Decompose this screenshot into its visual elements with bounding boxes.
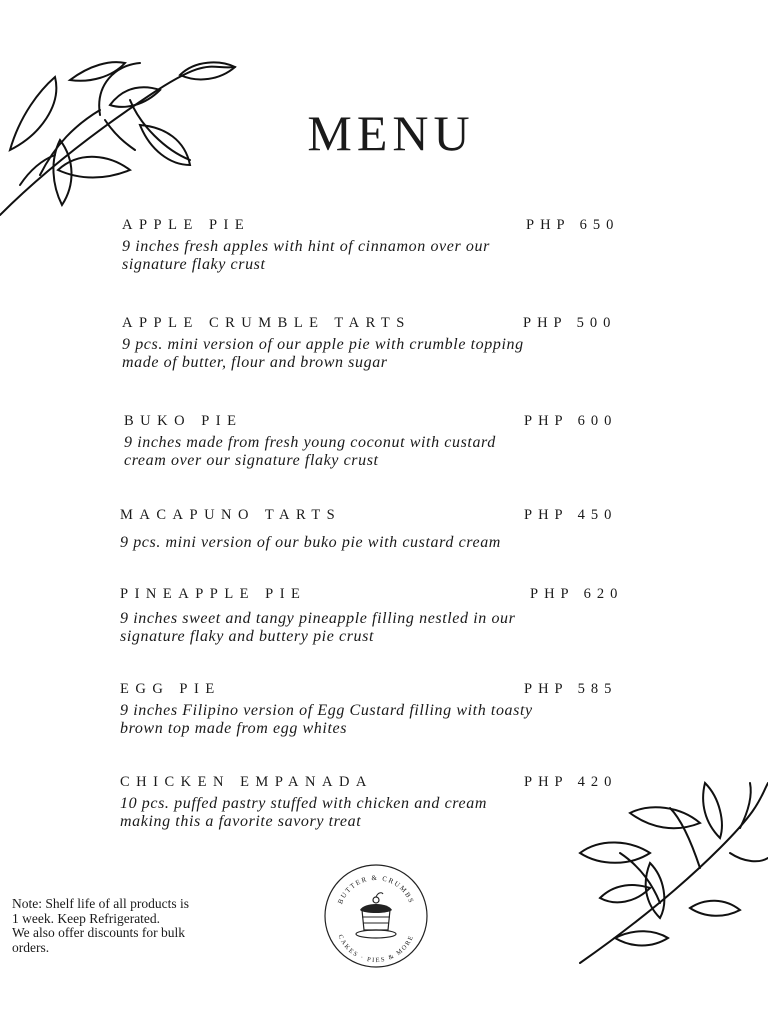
item-description: 9 inches fresh apples with hint of cinnamon over our signature flaky crust [122, 238, 490, 273]
item-name: APPLE CRUMBLE TARTS [122, 315, 411, 331]
brand-logo [322, 862, 430, 974]
item-name: EGG PIE [120, 681, 221, 697]
item-price: PHP 450 [524, 507, 618, 523]
page-title: MENU [307, 105, 475, 161]
item-description: 9 inches sweet and tangy pineapple filling nestled in our signature flaky and buttery pie crust [120, 610, 516, 645]
item-name: APPLE PIE [122, 217, 251, 233]
item-description: 9 pcs. mini version of our apple pie with crumble topping made of butter, flour and brown sugar [122, 336, 524, 371]
item-price: PHP 600 [524, 413, 618, 429]
shelf-life-note: Note: Shelf life of all products is 1 week. Keep Refrigerated. We also offer discounts for bulk orders. [12, 896, 189, 955]
item-name: BUKO PIE [124, 413, 243, 429]
item-name: PINEAPPLE PIE [120, 586, 307, 602]
item-price: PHP 620 [530, 586, 624, 602]
item-description: 10 pcs. puffed pastry stuffed with chicken and cream making this a favorite savory treat [120, 795, 487, 830]
item-price: PHP 650 [526, 217, 620, 233]
item-price: PHP 500 [523, 315, 617, 331]
item-description: 9 pcs. mini version of our buko pie with custard cream [120, 534, 501, 551]
item-description: 9 inches Filipino version of Egg Custard filling with toasty brown top made from egg whites [120, 702, 533, 737]
item-price: PHP 585 [524, 681, 618, 697]
item-name: MACAPUNO TARTS [120, 507, 342, 523]
svg-text:CAKES · PIES & MORE: CAKES · PIES & MORE [336, 933, 416, 965]
item-name: CHICKEN EMPANADA [120, 774, 373, 790]
svg-text:BUTTER & CRUMBS: BUTTER & CRUMBS [336, 873, 416, 906]
item-price: PHP 420 [524, 774, 618, 790]
item-description: 9 inches made from fresh young coconut with custard cream over our signature flaky crust [124, 434, 496, 469]
